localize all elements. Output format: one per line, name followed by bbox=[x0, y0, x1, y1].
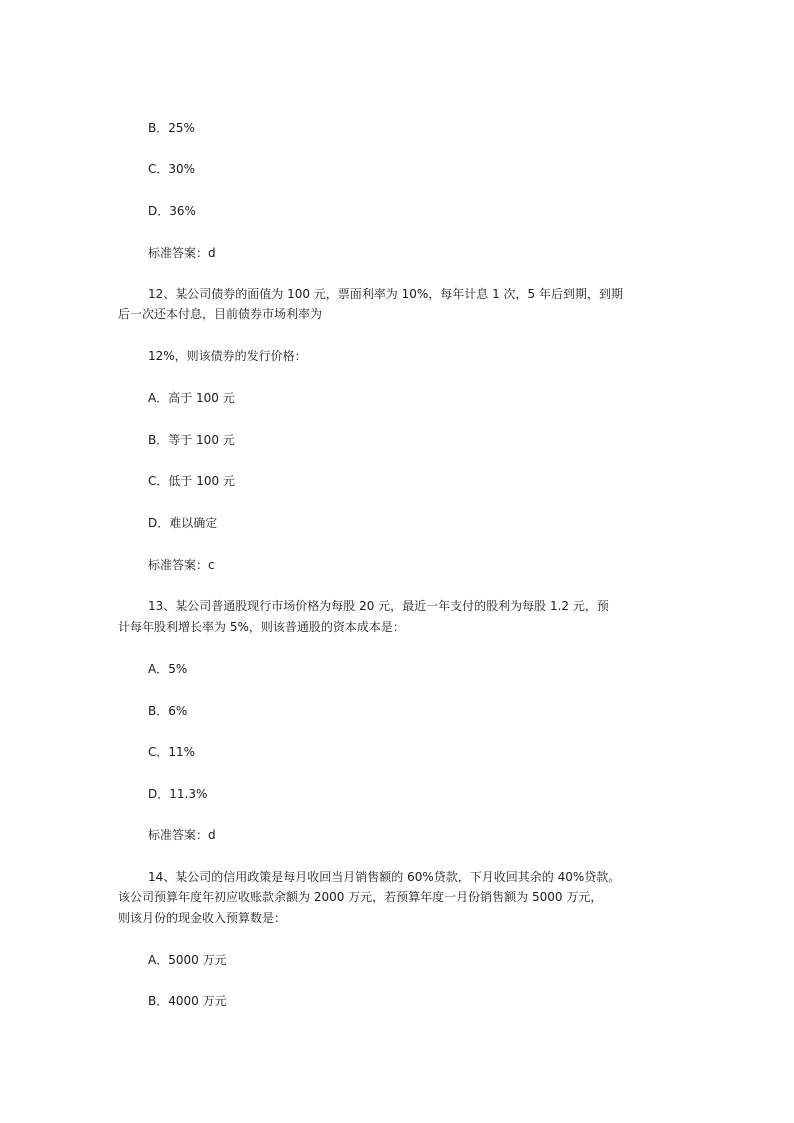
q11-option-c: C．30% bbox=[148, 162, 196, 176]
q14-stem-line3: 则该月份的现金收入预算数是： bbox=[118, 911, 287, 925]
q12-option-d: D．难以确定 bbox=[148, 516, 218, 530]
q14-option-b: B．4000 万元 bbox=[148, 994, 227, 1008]
q13-option-c: C．11% bbox=[148, 745, 196, 759]
q13-answer: 标准答案：d bbox=[148, 828, 216, 842]
q13-option-b: B．6% bbox=[148, 704, 188, 718]
q13-stem-line2: 计每年股利增长率为 5%，则该普通股的资本成本是： bbox=[118, 620, 405, 634]
q14-option-a: A．5000 万元 bbox=[148, 953, 227, 967]
q12-option-a: A．高于 100 元 bbox=[148, 391, 235, 405]
q13-stem-line1: 13、某公司普通股现行市场价格为每股 20 元，最近一年支付的股利为每股 1.2 元，预 bbox=[148, 599, 609, 613]
q13-option-d: D．11.3% bbox=[148, 787, 208, 801]
q12-option-c: C．低于 100 元 bbox=[148, 474, 235, 488]
q12-option-b: B．等于 100 元 bbox=[148, 433, 235, 447]
q11-answer: 标准答案：d bbox=[148, 246, 216, 260]
q12-answer: 标准答案：c bbox=[148, 558, 215, 572]
q11-option-b: B．25% bbox=[148, 121, 195, 135]
q13-option-a: A．5% bbox=[148, 662, 188, 676]
q12-stem-line1: 12、某公司债券的面值为 100 元，票面利率为 10%，每年计息 1 次，5 年后到期，到期 bbox=[148, 287, 624, 301]
q12-stem-line2: 后一次还本付息，目前债券市场利率为 bbox=[118, 307, 323, 321]
q12-stem-line3: 12%，则该债券的发行价格： bbox=[148, 349, 307, 363]
q14-stem-line1: 14、某公司的信用政策是每月收回当月销售额的 60%贷款，下月收回其余的 40%贷款。 bbox=[148, 870, 621, 884]
q14-stem-line2: 该公司预算年度年初应收账款余额为 2000 万元，若预算年度一月份销售额为 5000 万元， bbox=[118, 890, 603, 904]
q11-option-d: D．36% bbox=[148, 204, 196, 218]
